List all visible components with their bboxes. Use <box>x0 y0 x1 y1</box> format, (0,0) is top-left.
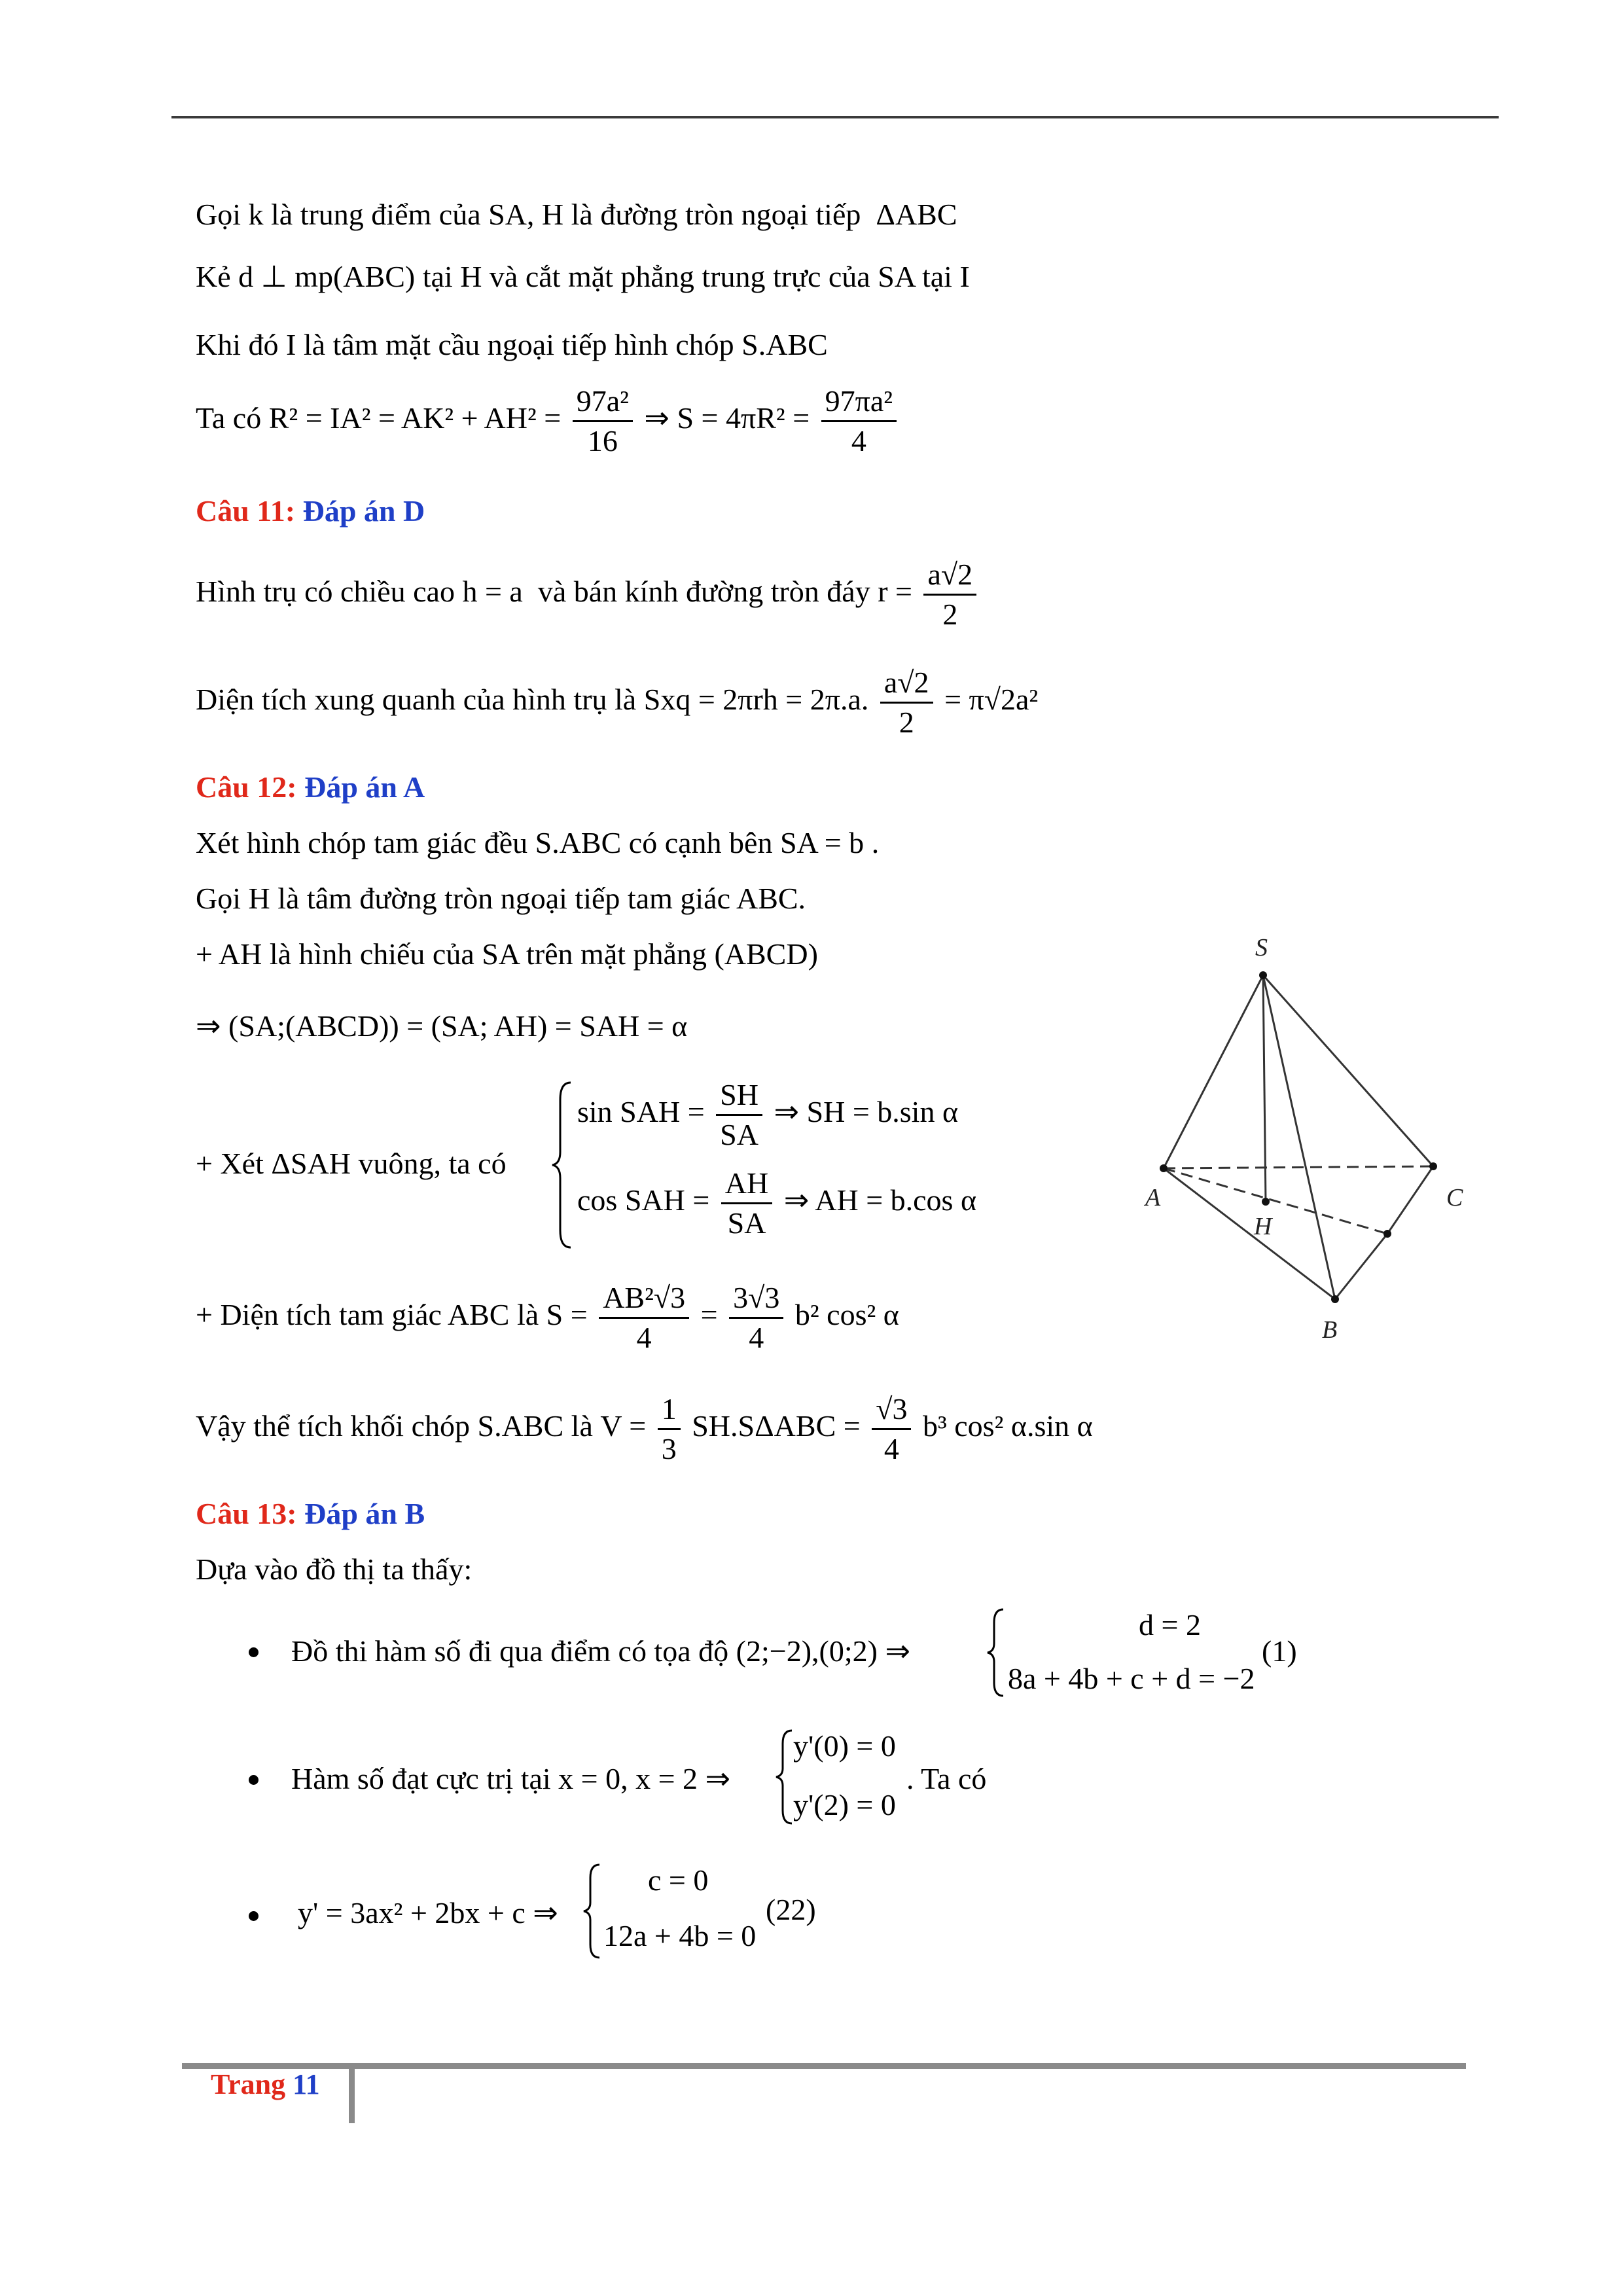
edge-SC <box>1263 975 1433 1166</box>
edge-B-mid <box>1335 1234 1387 1299</box>
point-C <box>1429 1162 1437 1170</box>
q12-heading: Câu 12: Đáp án A <box>196 770 425 804</box>
q12-line-1: Xét hình chóp tam giác đều S.ABC có cạnh bên SA = b . <box>196 826 880 859</box>
point-A <box>1160 1164 1168 1172</box>
fraction: $\frac{\text{AB²√3}}{4}$ <box>599 1283 689 1353</box>
pyramid-figure <box>1132 923 1472 1355</box>
bullet-1-brace <box>985 1607 1007 1698</box>
label-C: C <box>1446 1184 1463 1211</box>
point-midpoint <box>1383 1230 1391 1238</box>
q12-line-5: + Xét ΔSAH vuông, ta có <box>196 1147 507 1180</box>
bullet-1-text: Đồ thi hàm số đi qua điểm có tọa độ (2;−2),(0;2) ⇒ <box>291 1634 910 1668</box>
label-B: B <box>1322 1316 1338 1344</box>
point-B <box>1331 1295 1339 1303</box>
q13-heading: Câu 13: Đáp án B <box>196 1497 425 1530</box>
fraction: $\frac{\text{97a²}}{16}$ <box>573 386 633 456</box>
bullet-2-brace <box>774 1728 796 1826</box>
header-rule <box>171 116 1499 118</box>
point-S <box>1259 971 1267 979</box>
q12-line-6: + Diện tích tam giác ABC là S = $\frac{\text{AB²√3}}{4}$ = $\frac{3√3}{4}$ b² cos² α <box>196 1281 899 1354</box>
q12-line-7: Vậy thể tích khối chóp S.ABC là V = $\frac{1}{3}$ SH.SΔABC = $\frac{√3}{4}$ b³ cos² α.sin α <box>196 1392 1093 1465</box>
page-number: Trang 11 <box>211 2068 320 2100</box>
bullet-3-marker <box>249 1910 259 1922</box>
bullet-1-sys-row-1: d = 2 <box>1139 1608 1201 1641</box>
intro-line-1: Gọi k là trung điểm của SA, H là đường tròn ngoại tiếp ΔABC <box>196 198 957 231</box>
system-brace <box>550 1080 576 1250</box>
bullet-2-marker <box>249 1774 259 1785</box>
fraction: $\frac{√3}{4}$ <box>872 1394 911 1464</box>
intro-line-2: Kẻ d ⊥ mp(ABC) tại H và cắt mặt phẳng trung trực của SA tại I <box>196 260 970 293</box>
edge-AC <box>1164 1166 1433 1168</box>
bullet-3-brace <box>581 1862 603 1960</box>
q11-line-1: Hình trụ có chiều cao h = a và bán kính đường tròn đáy r = $\frac{a√2}{2}$ <box>196 560 980 630</box>
label-H: H <box>1254 1213 1272 1240</box>
q12-line-2: Gọi H là tâm đường tròn ngoại tiếp tam giác ABC. <box>196 882 806 915</box>
point-H <box>1262 1198 1270 1206</box>
footer-divider <box>349 2063 355 2123</box>
label-S: S <box>1255 934 1268 961</box>
system-row-1: sin SAH = $\frac{SH}{SA}$ ⇒ SH = b.sin α <box>577 1078 959 1151</box>
edge-SB <box>1263 975 1335 1299</box>
edge-SA <box>1164 975 1263 1168</box>
system-row-2: cos SAH = $\frac{AH}{SA}$ ⇒ AH = b.cos α <box>577 1166 977 1240</box>
bullet-1-tag: (1) <box>1262 1634 1297 1668</box>
bullet-3-sys-row-2: 12a + 4b = 0 <box>603 1919 757 1952</box>
fraction: $\frac{SH}{SA}$ <box>716 1080 762 1150</box>
median-A <box>1164 1168 1387 1234</box>
bullet-2-text: Hàm số đạt cực trị tại x = 0, x = 2 ⇒ <box>291 1762 731 1795</box>
fraction: $\frac{AH}{SA}$ <box>721 1168 772 1238</box>
bullet-1-sys-row-2: 8a + 4b + c + d = −2 <box>1008 1662 1255 1695</box>
edge-mid-C <box>1387 1166 1433 1234</box>
intro-line-4: Ta có R² = IA² = AK² + AH² = $\frac{\text{97a²}}{16}$ ⇒ S = 4πR² = $\frac{\text{97πa²}}{4}$ <box>196 386 901 456</box>
bullet-2-tail: . Ta có <box>906 1762 987 1795</box>
bullet-3-tag: (22) <box>766 1893 816 1926</box>
q11-line-2: Diện tích xung quanh của hình trụ là Sxq = 2πrh = 2π.a. $\frac{a√2}{2}$ = π√2a² <box>196 666 1039 739</box>
fraction: $\frac{a√2}{2}$ <box>923 560 976 630</box>
fraction: $\frac{a√2}{2}$ <box>880 668 933 738</box>
label-A: A <box>1145 1184 1161 1211</box>
bullet-2-sys-row-2: y'(2) = 0 <box>793 1788 896 1821</box>
footer-rule <box>182 2063 1466 2069</box>
q13-intro: Dựa vào đồ thị ta thấy: <box>196 1552 473 1586</box>
fraction: $\frac{1}{3}$ <box>658 1394 681 1464</box>
q11-heading: Câu 11: Đáp án D <box>196 494 425 528</box>
intro-line-3: Khi đó I là tâm mặt cầu ngoại tiếp hình chóp S.ABC <box>196 328 828 361</box>
q12-line-3: + AH là hình chiếu của SA trên mặt phẳng (ABCD) <box>196 937 818 971</box>
bullet-3-sys-row-1: c = 0 <box>648 1863 709 1897</box>
bullet-3-math: y' = 3ax² + 2bx + c ⇒ <box>298 1896 558 1929</box>
q12-line-4: ⇒ (SA;(ABCD)) = (SA; AH) = SAH = α <box>196 1009 688 1043</box>
bullet-1-marker <box>249 1646 259 1658</box>
fraction: $\frac{3√3}{4}$ <box>729 1283 783 1353</box>
fraction: $\frac{\text{97πa²}}{4}$ <box>821 386 897 456</box>
bullet-2-sys-row-1: y'(0) = 0 <box>793 1729 896 1763</box>
